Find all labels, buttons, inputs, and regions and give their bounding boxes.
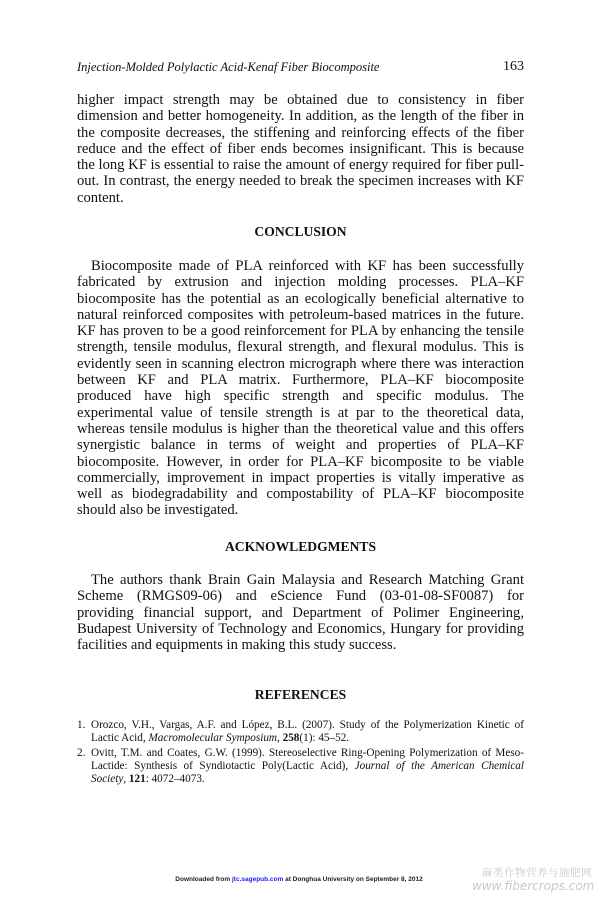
reference-item: [77, 747, 524, 786]
reference-separator: ,: [277, 732, 283, 744]
reference-item: [77, 719, 524, 745]
references-heading: REFERENCES: [254, 687, 347, 702]
conclusion-heading: CONCLUSION: [254, 224, 347, 239]
intro-paragraph: higher impact strength may be obtained due to consistency in fiber dimension and better homogeneity. In addition, as the length of the fiber in the composite decreases, the stiffening and reinforcing effects of the fiber reduce and the effect of fiber ends becomes insignificant. This is because the long KF is essential to raise the amount of energy required for fiber pull-out. In contrast, the energy needed to break the specimen increases with KF content.: [77, 92, 524, 206]
running-head: [77, 59, 524, 75]
reference-volume: 258: [282, 732, 300, 744]
reference-journal: Macromolecular Symposium: [148, 732, 277, 744]
reference-pages: : 4072–4073.: [145, 773, 205, 785]
site-watermark: [472, 867, 595, 893]
watermark-url: www.fibercrops.com: [472, 879, 595, 893]
footer-suffix: at Donghua University on September 8, 2012: [283, 876, 423, 883]
acknowledgments-paragraph: The authors thank Brain Gain Malaysia and Research Matching Grant Scheme (RMGS09-06) and eScience Fund (03-01-08-SF0087) for providing financial support, and Department of Polimer Engineering, Budapest University of Technology and Economics, Hungary for providing facilities and equipments in making this study success.: [77, 572, 524, 654]
reference-separator: ,: [123, 773, 129, 785]
acknowledgments-heading: ACKNOWLEDGMENTS: [224, 539, 377, 554]
reference-authors-title: Ovitt, T.M. and Coates, G.W. (1999). Stereoselective Ring-Opening Polymerization of Meso-Lactide: Synthesis of Syndiotactic Poly(Lactic Acid),: [91, 747, 524, 772]
reference-pages: (1): 45–52.: [299, 732, 350, 744]
reference-journal: Journal of the American Chemical Society: [91, 760, 524, 785]
reference-authors-title: Orozco, V.H., Vargas, A.F. and López, B.L. (2007). Study of the Polymerization Kinetic of Lactic Acid,: [91, 719, 524, 744]
reference-volume: 121: [128, 773, 146, 785]
conclusion-paragraph: Biocomposite made of PLA reinforced with KF has been successfully fabricated by extrusion and injection molding processes. PLA–KF biocomposite has the potential as an ecologically beneficial alternative to natural reinforced composites with petroleum-based matrices in the future. KF has proven to be a good reinforcement for PLA by enhancing the tensile strength, tensile modulus, flexural strength, and flexural modulus. This is evidently seen in scanning electron micrograph where there was interaction between KF and PLA matrix. Furthermore, PLA–KF biocomposite produced have high specific strength and specific modulus. The experimental value of tensile strength is at par to the theoretical data, whereas tensile modulus is higher than the theoretical value and this offers synergistic balance in terms of weight and properties of PLA–KF biocomposite. However, in order for PLA–KF bicomposite to be viable commercially, improvement in impact properties is vitally imperative as well as biodegradability and compostability of PLA–KF biocomposite should also be investigated.: [77, 258, 524, 519]
footer-source-link[interactable]: jtc.sagepub.com: [231, 876, 284, 883]
running-title: Injection-Molded Polylactic Acid-Kenaf Fiber Biocomposite: [77, 60, 380, 74]
page-number: 163: [503, 59, 524, 74]
reference-number: 1.: [77, 719, 86, 731]
reference-number: 2.: [77, 747, 86, 759]
watermark-chinese-text: 麻类作物营养与施肥网: [482, 867, 592, 879]
reference-list: [77, 719, 524, 788]
footer-prefix: Downloaded from: [175, 876, 232, 883]
